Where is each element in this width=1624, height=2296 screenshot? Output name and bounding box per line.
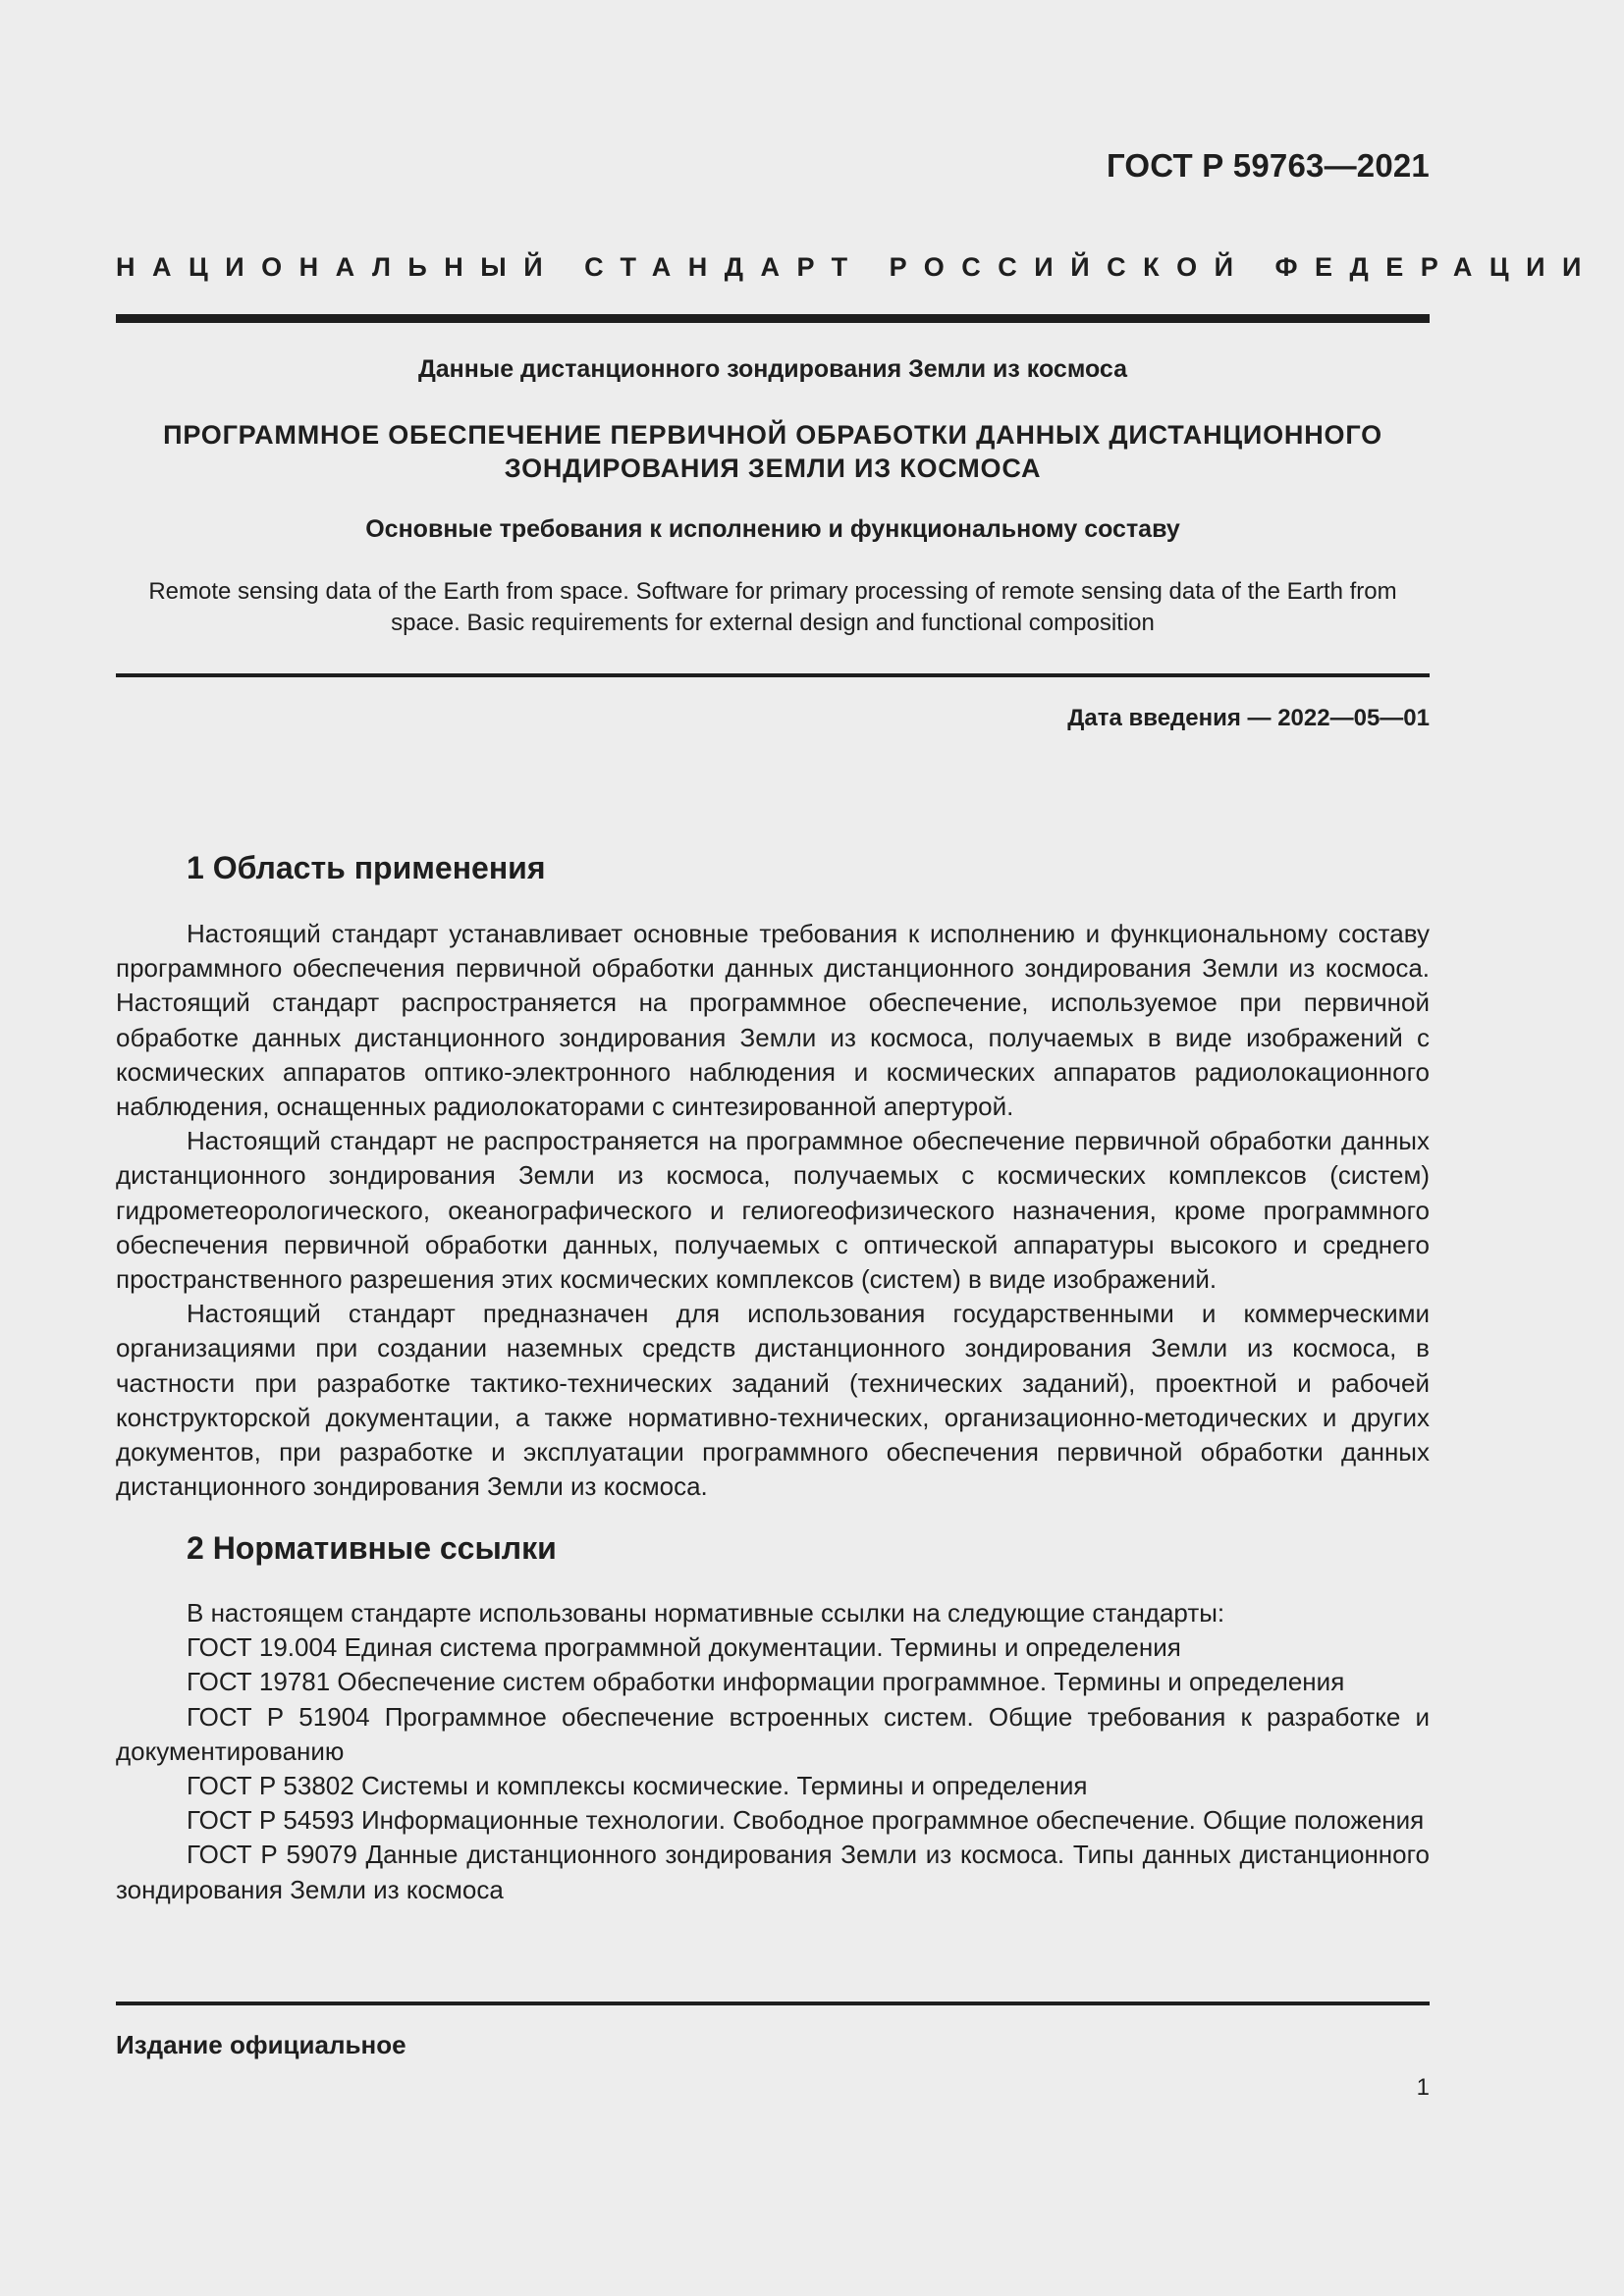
section-1-paragraph-3: Настоящий стандарт предназначен для использования государственными и коммерческими организациями при создании наземных средств дистанционного зондирования Земли из космоса, в частности при разработке тактико-технических заданий (технических заданий), проектной и рабочей конструкторской документации, а также нормативно-технических, организационно-методических и других документов, при разработке и эксплуатации программного обеспечения первичной обработки данных дистанционного зондирования Земли из космоса. (116, 1299, 1430, 1502)
document-subtitle: Данные дистанционного зондирования Земли из космоса (417, 355, 1128, 383)
references-intro: В настоящем стандарте использованы нормативные ссылки на следующие стандарты: (187, 1598, 1225, 1628)
introduction-date: Дата введения — 2022—05—01 (1067, 705, 1430, 731)
header-thick-divider (116, 314, 1430, 323)
document-page (116, 0, 1598, 2296)
reference-item: ГОСТ Р 53802 Системы и комплексы космические. Термины и определения (187, 1771, 1088, 1801)
section-1-paragraph-1: Настоящий стандарт устанавливает основные требования к исполнению и функциональному составу программного обеспечения первичной обработки данных дистанционного зондирования Земли из космоса. Настоящий стандарт распространяется на программное обеспечение, используемое при первичной обработке данных дистанционного зондирования Земли из космоса, получаемых в виде изображений с космических аппаратов оптико-электронного наблюдения и космических аппаратов радиолокационного наблюдения, оснащенных радиолокаторами с синтезированной апертурой. (116, 919, 1430, 1122)
footer-divider (116, 2002, 1430, 2005)
section-1-paragraph-2: Настоящий стандарт не распространяется на программное обеспечение первичной обработки данных дистанционного зондирования Земли из космоса, получаемых с космических комплексов (систем) гидрометеорологического, океанографического и гелиогеофизического назначения, кроме программного обеспечения первичной обработки данных, получаемых с оптической аппаратуры высокого и среднего пространственного разрешения этих космических комплексов (систем) в виде изображений. (116, 1126, 1430, 1295)
reference-item: ГОСТ 19.004 Единая система программной документации. Термины и определения (187, 1632, 1181, 1663)
main-title-line-2: ЗОНДИРОВАНИЯ ЗЕМЛИ ИЗ КОСМОСА (504, 454, 1042, 483)
reference-item: ГОСТ Р 51904 Программное обеспечение встроенных систем. Общие требования к разработке и документированию (116, 1701, 1430, 1766)
section-1-body (116, 917, 1430, 1504)
english-title: Remote sensing data of the Earth from space. Software for primary processing of remote sensing data of the Earth from space. Basic requirements for external design and functional composition (148, 578, 1397, 636)
section-2-heading: 2 Нормативные ссылки (187, 1530, 557, 1566)
reference-item: ГОСТ Р 54593 Информационные технологии. Свободное программное обеспечение. Общие положения (187, 1805, 1425, 1836)
document-main-title (116, 418, 1430, 485)
document-subtitle-2: Основные требования к исполнению и функциональному составу (365, 515, 1180, 543)
reference-item: ГОСТ Р 59079 Данные дистанционного зондирования Земли из космоса. Типы данных дистанционного зондирования Земли из космоса (116, 1840, 1430, 1904)
main-title-line-1: ПРОГРАММНОЕ ОБЕСПЕЧЕНИЕ ПЕРВИЧНОЙ ОБРАБОТКИ ДАННЫХ ДИСТАНЦИОННОГО (163, 420, 1382, 450)
title-divider (116, 673, 1430, 677)
standard-code: ГОСТ Р 59763—2021 (1106, 147, 1430, 184)
page-number: 1 (1416, 2074, 1430, 2101)
reference-item: ГОСТ 19781 Обеспечение систем обработки информации программное. Термины и определения (187, 1667, 1345, 1697)
section-2-body (116, 1596, 1430, 1907)
official-edition-label: Издание официальное (116, 2030, 406, 2059)
national-standard-banner: НАЦИОНАЛЬНЫЙ СТАНДАРТ РОССИЙСКОЙ ФЕДЕРАЦИИ (116, 252, 1598, 282)
section-1-heading: 1 Область применения (187, 850, 546, 885)
